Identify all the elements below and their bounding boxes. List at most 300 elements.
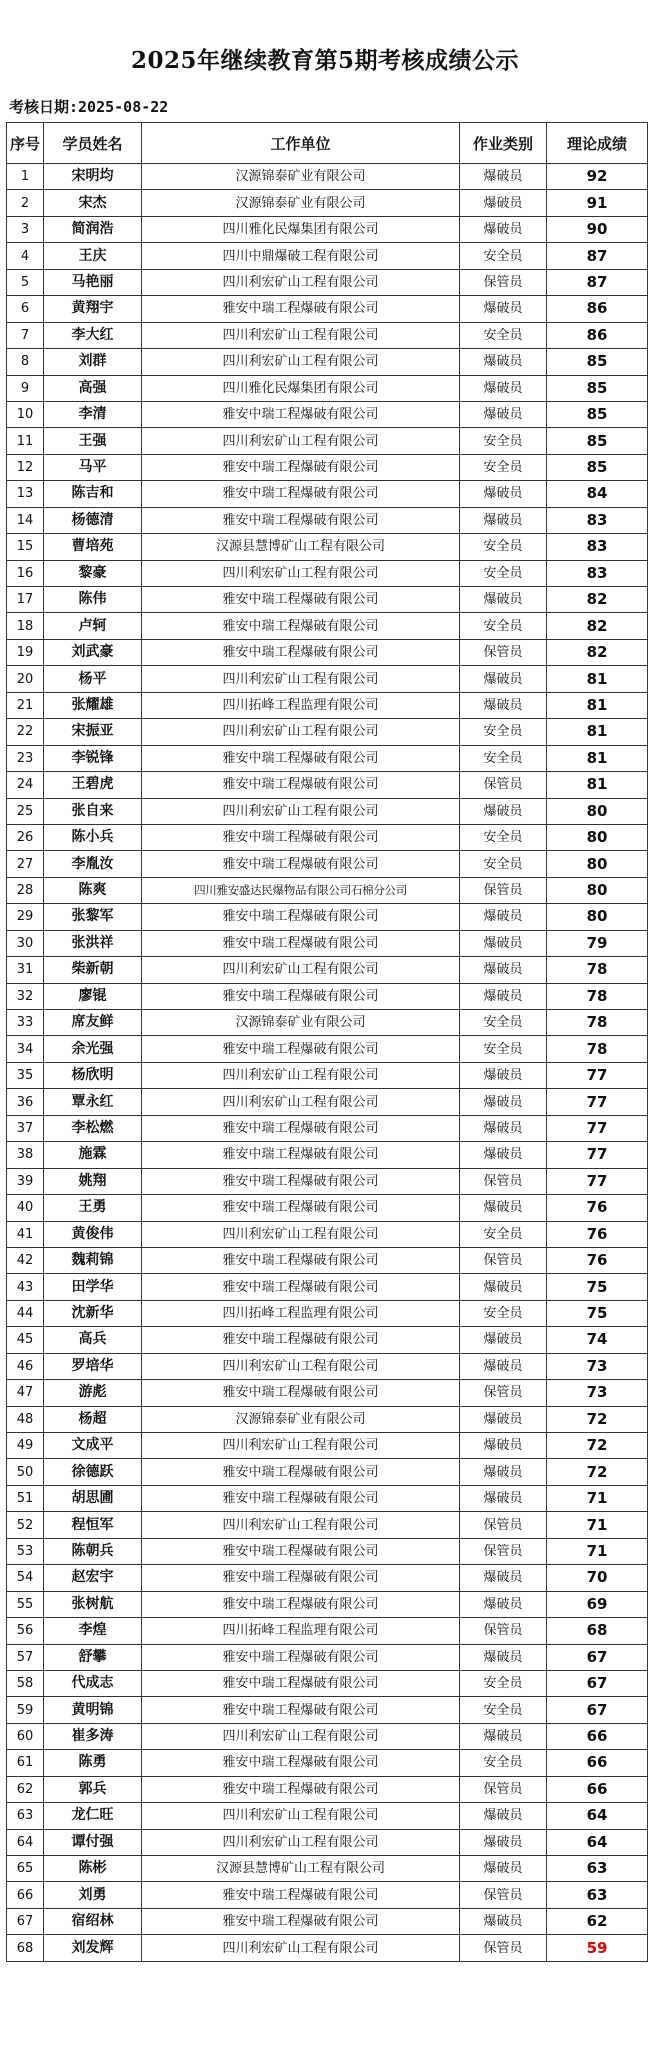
row-score: 67	[547, 1697, 648, 1723]
row-seq: 12	[7, 454, 44, 480]
row-seq: 27	[7, 851, 44, 877]
row-seq: 59	[7, 1697, 44, 1723]
row-unit: 四川利宏矿山工程有限公司	[142, 798, 460, 824]
row-type: 安全员	[460, 824, 547, 850]
row-score: 77	[547, 1062, 648, 1088]
row-seq: 67	[7, 1908, 44, 1934]
row-unit: 雅安中瑞工程爆破有限公司	[142, 1142, 460, 1168]
row-seq: 35	[7, 1062, 44, 1088]
table-row	[7, 1935, 648, 1961]
row-seq: 13	[7, 481, 44, 507]
table-row	[7, 1565, 648, 1591]
row-seq: 46	[7, 1353, 44, 1379]
row-name: 马平	[44, 454, 142, 480]
row-name: 李大红	[44, 322, 142, 348]
row-type: 保管员	[460, 877, 547, 903]
row-unit: 四川利宏矿山工程有限公司	[142, 1512, 460, 1538]
table-row	[7, 692, 648, 718]
row-name: 黎豪	[44, 560, 142, 586]
row-type: 爆破员	[460, 798, 547, 824]
row-name: 程恒军	[44, 1512, 142, 1538]
row-seq: 16	[7, 560, 44, 586]
row-unit: 雅安中瑞工程爆破有限公司	[142, 1327, 460, 1353]
row-score: 62	[547, 1908, 648, 1934]
row-name: 陈爽	[44, 877, 142, 903]
row-unit: 四川拓峰工程监理有限公司	[142, 1618, 460, 1644]
table-row	[7, 1300, 648, 1326]
row-score: 73	[547, 1380, 648, 1406]
row-score: 80	[547, 851, 648, 877]
row-unit: 四川利宏矿山工程有限公司	[142, 1353, 460, 1379]
row-unit: 四川中鼎爆破工程有限公司	[142, 243, 460, 269]
row-unit: 四川利宏矿山工程有限公司	[142, 1829, 460, 1855]
row-score: 70	[547, 1565, 648, 1591]
row-unit: 雅安中瑞工程爆破有限公司	[142, 1485, 460, 1511]
row-type: 爆破员	[460, 587, 547, 613]
row-seq: 54	[7, 1565, 44, 1591]
row-seq: 5	[7, 269, 44, 295]
table-row	[7, 587, 648, 613]
row-score: 85	[547, 428, 648, 454]
table-row	[7, 1221, 648, 1247]
row-name: 张耀雄	[44, 692, 142, 718]
row-unit: 四川拓峰工程监理有限公司	[142, 1300, 460, 1326]
row-name: 王庆	[44, 243, 142, 269]
row-name: 施霖	[44, 1142, 142, 1168]
row-type: 爆破员	[460, 1459, 547, 1485]
row-type: 爆破员	[460, 1908, 547, 1934]
row-score: 80	[547, 798, 648, 824]
row-name: 杨德清	[44, 507, 142, 533]
row-name: 李松燃	[44, 1115, 142, 1141]
row-score: 78	[547, 983, 648, 1009]
table-row	[7, 957, 648, 983]
table-row	[7, 1512, 648, 1538]
row-unit: 雅安中瑞工程爆破有限公司	[142, 983, 460, 1009]
row-unit: 四川利宏矿山工程有限公司	[142, 1723, 460, 1749]
row-name: 陈伟	[44, 587, 142, 613]
row-seq: 60	[7, 1723, 44, 1749]
row-seq: 15	[7, 534, 44, 560]
row-type: 保管员	[460, 1776, 547, 1802]
row-unit: 四川拓峰工程监理有限公司	[142, 692, 460, 718]
row-name: 简润浩	[44, 216, 142, 242]
table-row	[7, 1856, 648, 1882]
row-score: 85	[547, 401, 648, 427]
row-seq: 2	[7, 190, 44, 216]
row-name: 李煌	[44, 1618, 142, 1644]
row-type: 爆破员	[460, 349, 547, 375]
row-name: 张自来	[44, 798, 142, 824]
row-name: 刘发辉	[44, 1935, 142, 1961]
row-name: 黄翔宇	[44, 296, 142, 322]
row-unit: 雅安中瑞工程爆破有限公司	[142, 1697, 460, 1723]
table-body	[7, 164, 648, 1962]
table-row	[7, 1618, 648, 1644]
table-header-row	[7, 123, 648, 164]
row-score: 76	[547, 1247, 648, 1273]
row-type: 安全员	[460, 719, 547, 745]
row-seq: 39	[7, 1168, 44, 1194]
row-name: 杨欣明	[44, 1062, 142, 1088]
row-seq: 65	[7, 1856, 44, 1882]
row-unit: 雅安中瑞工程爆破有限公司	[142, 613, 460, 639]
row-type: 爆破员	[460, 481, 547, 507]
row-score: 75	[547, 1300, 648, 1326]
row-seq: 3	[7, 216, 44, 242]
row-seq: 53	[7, 1538, 44, 1564]
row-type: 爆破员	[460, 296, 547, 322]
table-row	[7, 1591, 648, 1617]
row-unit: 雅安中瑞工程爆破有限公司	[142, 824, 460, 850]
table-row	[7, 481, 648, 507]
row-score: 82	[547, 639, 648, 665]
row-unit: 雅安中瑞工程爆破有限公司	[142, 1538, 460, 1564]
table-row	[7, 534, 648, 560]
row-seq: 14	[7, 507, 44, 533]
row-score: 84	[547, 481, 648, 507]
row-name: 马艳丽	[44, 269, 142, 295]
row-type: 爆破员	[460, 1856, 547, 1882]
row-name: 罗培华	[44, 1353, 142, 1379]
row-seq: 66	[7, 1882, 44, 1908]
table-row	[7, 1327, 648, 1353]
row-name: 李胤汝	[44, 851, 142, 877]
row-type: 安全员	[460, 1036, 547, 1062]
row-score: 80	[547, 904, 648, 930]
table-row	[7, 1697, 648, 1723]
row-unit: 雅安中瑞工程爆破有限公司	[142, 454, 460, 480]
row-name: 姚翔	[44, 1168, 142, 1194]
row-type: 安全员	[460, 1300, 547, 1326]
row-seq: 24	[7, 772, 44, 798]
row-unit: 四川雅安盛达民爆物品有限公司石棉分公司	[142, 877, 460, 903]
row-score: 63	[547, 1856, 648, 1882]
row-type: 保管员	[460, 1380, 547, 1406]
row-seq: 51	[7, 1485, 44, 1511]
row-type: 爆破员	[460, 1115, 547, 1141]
row-name: 刘勇	[44, 1882, 142, 1908]
row-score: 82	[547, 613, 648, 639]
row-score: 80	[547, 877, 648, 903]
row-score: 83	[547, 560, 648, 586]
row-name: 宋明均	[44, 164, 142, 190]
table-row	[7, 1380, 648, 1406]
row-name: 陈朝兵	[44, 1538, 142, 1564]
row-seq: 62	[7, 1776, 44, 1802]
row-unit: 雅安中瑞工程爆破有限公司	[142, 1247, 460, 1273]
row-type: 爆破员	[460, 1644, 547, 1670]
table-row	[7, 560, 648, 586]
row-seq: 37	[7, 1115, 44, 1141]
row-type: 爆破员	[460, 401, 547, 427]
row-unit: 雅安中瑞工程爆破有限公司	[142, 1670, 460, 1696]
row-unit: 雅安中瑞工程爆破有限公司	[142, 481, 460, 507]
row-seq: 48	[7, 1406, 44, 1432]
row-score: 77	[547, 1168, 648, 1194]
row-seq: 55	[7, 1591, 44, 1617]
row-seq: 44	[7, 1300, 44, 1326]
table-row	[7, 719, 648, 745]
row-unit: 雅安中瑞工程爆破有限公司	[142, 1115, 460, 1141]
header-score: 理论成绩	[547, 123, 648, 164]
row-score: 80	[547, 824, 648, 850]
row-type: 保管员	[460, 1247, 547, 1273]
row-type: 安全员	[460, 1697, 547, 1723]
row-type: 爆破员	[460, 957, 547, 983]
row-unit: 汉源锦泰矿业有限公司	[142, 1010, 460, 1036]
row-name: 高强	[44, 375, 142, 401]
row-name: 文成平	[44, 1433, 142, 1459]
table-row	[7, 322, 648, 348]
row-seq: 28	[7, 877, 44, 903]
row-name: 田学华	[44, 1274, 142, 1300]
row-score: 81	[547, 719, 648, 745]
row-name: 席友鲜	[44, 1010, 142, 1036]
row-name: 徐德跃	[44, 1459, 142, 1485]
row-type: 爆破员	[460, 1829, 547, 1855]
row-name: 王勇	[44, 1195, 142, 1221]
row-score: 81	[547, 692, 648, 718]
row-type: 爆破员	[460, 1327, 547, 1353]
table-row	[7, 983, 648, 1009]
table-row	[7, 1644, 648, 1670]
row-seq: 61	[7, 1750, 44, 1776]
row-seq: 57	[7, 1644, 44, 1670]
table-row	[7, 190, 648, 216]
row-unit: 雅安中瑞工程爆破有限公司	[142, 1644, 460, 1670]
row-score: 87	[547, 269, 648, 295]
row-name: 宋振亚	[44, 719, 142, 745]
exam-date: 考核日期:2025-08-22	[9, 98, 169, 116]
row-name: 李清	[44, 401, 142, 427]
row-unit: 雅安中瑞工程爆破有限公司	[142, 1036, 460, 1062]
row-seq: 42	[7, 1247, 44, 1273]
row-seq: 36	[7, 1089, 44, 1115]
row-name: 廖锟	[44, 983, 142, 1009]
row-type: 保管员	[460, 1618, 547, 1644]
row-unit: 雅安中瑞工程爆破有限公司	[142, 745, 460, 771]
row-type: 保管员	[460, 772, 547, 798]
row-name: 曹培苑	[44, 534, 142, 560]
row-score: 67	[547, 1644, 648, 1670]
row-type: 爆破员	[460, 1089, 547, 1115]
table-row	[7, 1247, 648, 1273]
row-type: 爆破员	[460, 1485, 547, 1511]
row-seq: 22	[7, 719, 44, 745]
row-unit: 四川雅化民爆集团有限公司	[142, 216, 460, 242]
row-score: 76	[547, 1195, 648, 1221]
row-score: 66	[547, 1723, 648, 1749]
row-unit: 雅安中瑞工程爆破有限公司	[142, 1168, 460, 1194]
row-name: 宋杰	[44, 190, 142, 216]
row-score: 85	[547, 349, 648, 375]
row-seq: 29	[7, 904, 44, 930]
row-seq: 58	[7, 1670, 44, 1696]
row-type: 爆破员	[460, 190, 547, 216]
table-row	[7, 401, 648, 427]
row-type: 爆破员	[460, 1723, 547, 1749]
row-name: 谭付强	[44, 1829, 142, 1855]
table-row	[7, 613, 648, 639]
table-row	[7, 1485, 648, 1511]
row-unit: 汉源县慧博矿山工程有限公司	[142, 1856, 460, 1882]
row-seq: 25	[7, 798, 44, 824]
row-unit: 雅安中瑞工程爆破有限公司	[142, 1908, 460, 1934]
row-score: 82	[547, 587, 648, 613]
row-unit: 雅安中瑞工程爆破有限公司	[142, 1380, 460, 1406]
row-score: 71	[547, 1538, 648, 1564]
row-type: 爆破员	[460, 904, 547, 930]
row-type: 爆破员	[460, 507, 547, 533]
row-score: 90	[547, 216, 648, 242]
row-seq: 7	[7, 322, 44, 348]
row-name: 胡思圃	[44, 1485, 142, 1511]
table-row	[7, 1433, 648, 1459]
row-type: 安全员	[460, 1010, 547, 1036]
row-name: 龙仁旺	[44, 1803, 142, 1829]
row-name: 王强	[44, 428, 142, 454]
row-score: 64	[547, 1829, 648, 1855]
row-score: 77	[547, 1089, 648, 1115]
row-score: 64	[547, 1803, 648, 1829]
row-name: 郭兵	[44, 1776, 142, 1802]
row-score: 77	[547, 1115, 648, 1141]
row-type: 安全员	[460, 613, 547, 639]
row-seq: 41	[7, 1221, 44, 1247]
row-name: 陈勇	[44, 1750, 142, 1776]
table-row	[7, 1776, 648, 1802]
row-score: 59	[547, 1935, 648, 1961]
row-name: 沈新华	[44, 1300, 142, 1326]
row-seq: 11	[7, 428, 44, 454]
table-row	[7, 1142, 648, 1168]
row-score: 81	[547, 772, 648, 798]
row-name: 刘武豪	[44, 639, 142, 665]
row-type: 爆破员	[460, 666, 547, 692]
row-unit: 雅安中瑞工程爆破有限公司	[142, 1459, 460, 1485]
table-row	[7, 745, 648, 771]
table-row	[7, 1803, 648, 1829]
row-seq: 50	[7, 1459, 44, 1485]
row-type: 保管员	[460, 1168, 547, 1194]
row-unit: 雅安中瑞工程爆破有限公司	[142, 587, 460, 613]
table-row	[7, 1010, 648, 1036]
row-seq: 1	[7, 164, 44, 190]
row-score: 66	[547, 1750, 648, 1776]
row-unit: 四川利宏矿山工程有限公司	[142, 269, 460, 295]
row-score: 79	[547, 930, 648, 956]
row-type: 爆破员	[460, 1565, 547, 1591]
row-unit: 四川利宏矿山工程有限公司	[142, 560, 460, 586]
row-unit: 雅安中瑞工程爆破有限公司	[142, 1882, 460, 1908]
row-name: 舒攀	[44, 1644, 142, 1670]
row-name: 魏莉锦	[44, 1247, 142, 1273]
row-score: 86	[547, 296, 648, 322]
table-row	[7, 877, 648, 903]
row-score: 85	[547, 375, 648, 401]
row-type: 爆破员	[460, 375, 547, 401]
row-unit: 雅安中瑞工程爆破有限公司	[142, 1274, 460, 1300]
header-unit: 工作单位	[142, 123, 460, 164]
table-row	[7, 1274, 648, 1300]
row-score: 83	[547, 534, 648, 560]
table-row	[7, 349, 648, 375]
row-seq: 31	[7, 957, 44, 983]
table-row	[7, 296, 648, 322]
row-type: 安全员	[460, 1750, 547, 1776]
table-row	[7, 930, 648, 956]
row-name: 卢轲	[44, 613, 142, 639]
row-type: 爆破员	[460, 1406, 547, 1432]
row-unit: 雅安中瑞工程爆破有限公司	[142, 1591, 460, 1617]
row-unit: 四川利宏矿山工程有限公司	[142, 322, 460, 348]
row-unit: 雅安中瑞工程爆破有限公司	[142, 1776, 460, 1802]
row-seq: 56	[7, 1618, 44, 1644]
row-name: 张洪祥	[44, 930, 142, 956]
row-type: 爆破员	[460, 1195, 547, 1221]
row-score: 71	[547, 1485, 648, 1511]
row-name: 覃永红	[44, 1089, 142, 1115]
row-name: 杨超	[44, 1406, 142, 1432]
table-row	[7, 1750, 648, 1776]
row-seq: 52	[7, 1512, 44, 1538]
row-score: 68	[547, 1618, 648, 1644]
row-unit: 汉源县慧博矿山工程有限公司	[142, 534, 460, 560]
row-unit: 汉源锦泰矿业有限公司	[142, 164, 460, 190]
row-unit: 雅安中瑞工程爆破有限公司	[142, 1750, 460, 1776]
row-unit: 四川利宏矿山工程有限公司	[142, 349, 460, 375]
row-score: 85	[547, 454, 648, 480]
row-type: 爆破员	[460, 164, 547, 190]
row-seq: 43	[7, 1274, 44, 1300]
row-unit: 雅安中瑞工程爆破有限公司	[142, 904, 460, 930]
row-seq: 68	[7, 1935, 44, 1961]
row-unit: 雅安中瑞工程爆破有限公司	[142, 639, 460, 665]
table-row	[7, 216, 648, 242]
row-seq: 64	[7, 1829, 44, 1855]
row-unit: 汉源锦泰矿业有限公司	[142, 190, 460, 216]
row-seq: 63	[7, 1803, 44, 1829]
row-type: 爆破员	[460, 1274, 547, 1300]
row-seq: 21	[7, 692, 44, 718]
row-unit: 四川利宏矿山工程有限公司	[142, 1221, 460, 1247]
row-type: 安全员	[460, 243, 547, 269]
table-row	[7, 904, 648, 930]
row-seq: 47	[7, 1380, 44, 1406]
page-title: 2025年继续教育第5期考核成绩公示	[130, 47, 520, 74]
row-seq: 9	[7, 375, 44, 401]
row-type: 保管员	[460, 1882, 547, 1908]
row-unit: 雅安中瑞工程爆破有限公司	[142, 507, 460, 533]
table-row	[7, 1036, 648, 1062]
row-type: 爆破员	[460, 1353, 547, 1379]
row-name: 张黎军	[44, 904, 142, 930]
row-unit: 四川利宏矿山工程有限公司	[142, 719, 460, 745]
row-unit: 四川利宏矿山工程有限公司	[142, 666, 460, 692]
row-unit: 汉源锦泰矿业有限公司	[142, 1406, 460, 1432]
row-type: 爆破员	[460, 930, 547, 956]
row-score: 86	[547, 322, 648, 348]
row-unit: 雅安中瑞工程爆破有限公司	[142, 772, 460, 798]
row-score: 91	[547, 190, 648, 216]
table-row	[7, 1723, 648, 1749]
row-unit: 四川雅化民爆集团有限公司	[142, 375, 460, 401]
row-type: 保管员	[460, 1538, 547, 1564]
row-type: 爆破员	[460, 1591, 547, 1617]
row-score: 83	[547, 507, 648, 533]
row-name: 陈彬	[44, 1856, 142, 1882]
